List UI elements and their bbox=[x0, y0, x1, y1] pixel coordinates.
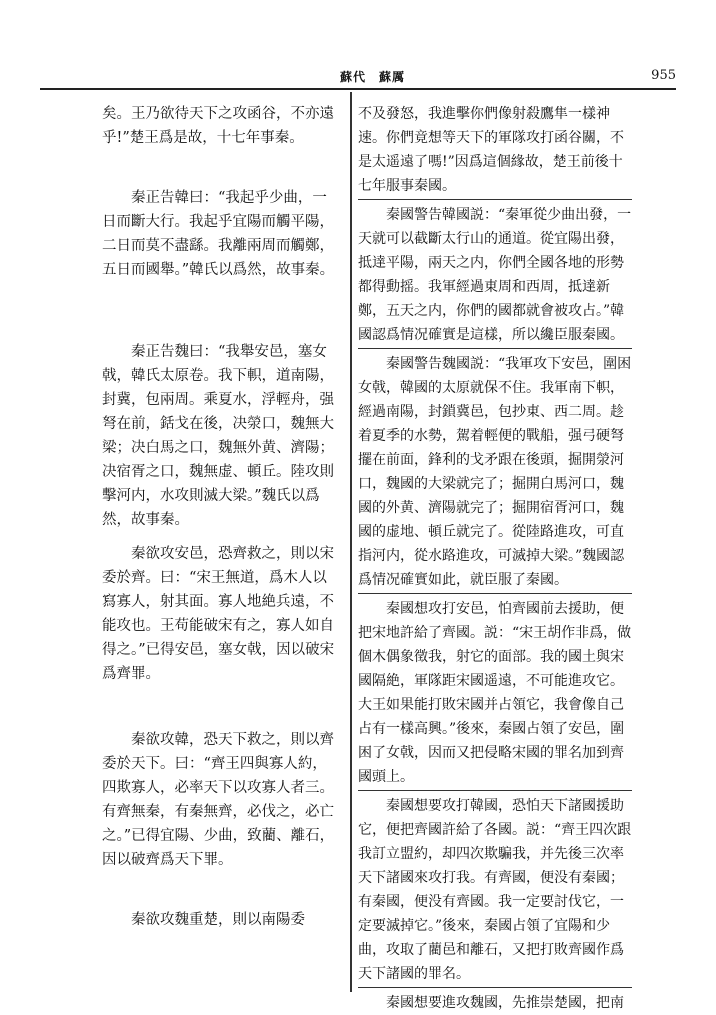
right-paragraph-5: 秦國想要攻打韓國，恐怕天下諸國援助它，便把齊國許給了各國。説：“齊王四次跟我訂立盟約，却四次欺騙我，并先後三次率天下諸國來攻打我。有齊國，便没有秦國；有秦國，便没有齊國。我一定要討伐它，一定要滅掉它。”後來，秦國占領了宜陽和少曲，攻取了藺邑和離石，又把打敗齊國作爲天下諸國的罪名。 bbox=[358, 798, 632, 982]
page-number: 955 bbox=[651, 68, 676, 83]
left-paragraph-5: 秦欲攻韓，恐天下救之，則以齊委於天下。曰：“齊王四與寡人約，四欺寡人，必率天下以攻寡人者三。有齊無秦，有秦無齊，必伐之，必亡之。”已得宜陽、少曲，致藺、離石，因以破齊爲天下罪。 bbox=[102, 732, 335, 868]
right-paragraph-6: 秦國想要進攻魏國，先推崇楚國，把南 bbox=[386, 995, 624, 1011]
left-paragraph-6: 秦欲攻魏重楚，則以南陽委 bbox=[131, 912, 305, 928]
paragraph-rule bbox=[358, 593, 632, 594]
paragraph-rule bbox=[358, 199, 632, 200]
running-title: 蘇代 蘇厲 bbox=[340, 70, 406, 84]
left-paragraph-3: 秦正告魏曰：“我舉安邑，塞女戟，韓氏太原卷。我下軹，道南陽，封冀，包兩周。乘夏水，浮輕舟，强弩在前，銛戈在後，决滎口，魏無大梁；决白馬之口，魏無外黄、濟陽；决宿胥之口，魏無虚、頓丘。陸攻則擊河内，水攻則滅大梁。”魏氏以爲然，故事秦。 bbox=[102, 344, 334, 528]
right-paragraph-1: 不及發怒，我進擊你們像射殺鷹隼一樣神速。你們竟想等天下的軍隊攻打函谷關，不是太遥遠了嗎!”因爲這個緣故，楚王前後十七年服事秦國。 bbox=[358, 106, 624, 194]
translation-column bbox=[358, 102, 632, 1015]
left-paragraph-2: 秦正告韓曰：“我起乎少曲，一日而斷大行。我起乎宜陽而觸平陽，二日而莫不盡繇。我離兩周而觸鄭，五日而國舉。”韓氏以爲然，故事秦。 bbox=[102, 190, 335, 278]
right-paragraph-4: 秦國想攻打安邑，怕齊國前去援助，便把宋地許給了齊國。説：“宋王胡作非爲，做個木偶象徵我，射它的面部。我的國土與宋國隔絶，軍隊距宋國遥遠，不可能進攻它。大王如果能打敗宋國并占領它，我會像自己占有一樣高興。”後來，秦國占領了安邑，圍困了女戟，因而又把侵略宋國的罪名加到齊國頭上。 bbox=[358, 601, 632, 785]
paragraph-rule bbox=[358, 987, 632, 988]
page-header bbox=[40, 68, 676, 90]
column-divider bbox=[350, 92, 352, 992]
left-paragraph-1: 矣。王乃欲待天下之攻函谷，不亦遠乎!”楚王爲是故，十七年事秦。 bbox=[102, 106, 334, 146]
left-paragraph-4: 秦欲攻安邑，恐齊救之，則以宋委於齊。曰：“宋王無道，爲木人以寫寡人，射其面。寡人地絶兵遠，不能攻也。王苟能破宋有之，寡人如自得之。”已得安邑，塞女戟，因以破宋爲齊罪。 bbox=[102, 546, 335, 682]
paragraph-rule bbox=[358, 790, 632, 791]
paragraph-rule bbox=[358, 348, 632, 349]
right-paragraph-2: 秦國警告韓國説：“秦軍從少曲出發，一天就可以截斷太行山的通道。從宜陽出發，抵達平陽，兩天之内，你們全國各地的形勢都得動摇。我軍經過東周和西周，抵達新鄭，五天之内，你們的國都就會被攻占。”韓國認爲情况確實是這樣，所以纔臣服秦國。 bbox=[358, 207, 632, 343]
right-paragraph-3: 秦國警告魏國説：“我軍攻下安邑，圍困女戟，韓國的太原就保不住。我軍南下軹，經過南陽，封鎖冀邑，包抄東、西二周。趁着夏季的水勢，駕着輕便的戰船，强弓硬弩擺在前面，鋒利的戈矛跟在後頭，掘開滎河口，魏國的大梁就完了；掘開白馬河口，魏國的外黄、濟陽就完了；掘開宿胥河口，魏國的虚地、頓丘就完了。從陸路進攻，可直指河内，從水路進攻，可滅掉大梁。”魏國認爲情况確實如此，就臣服了秦國。 bbox=[358, 356, 632, 588]
header-rule bbox=[40, 88, 676, 90]
